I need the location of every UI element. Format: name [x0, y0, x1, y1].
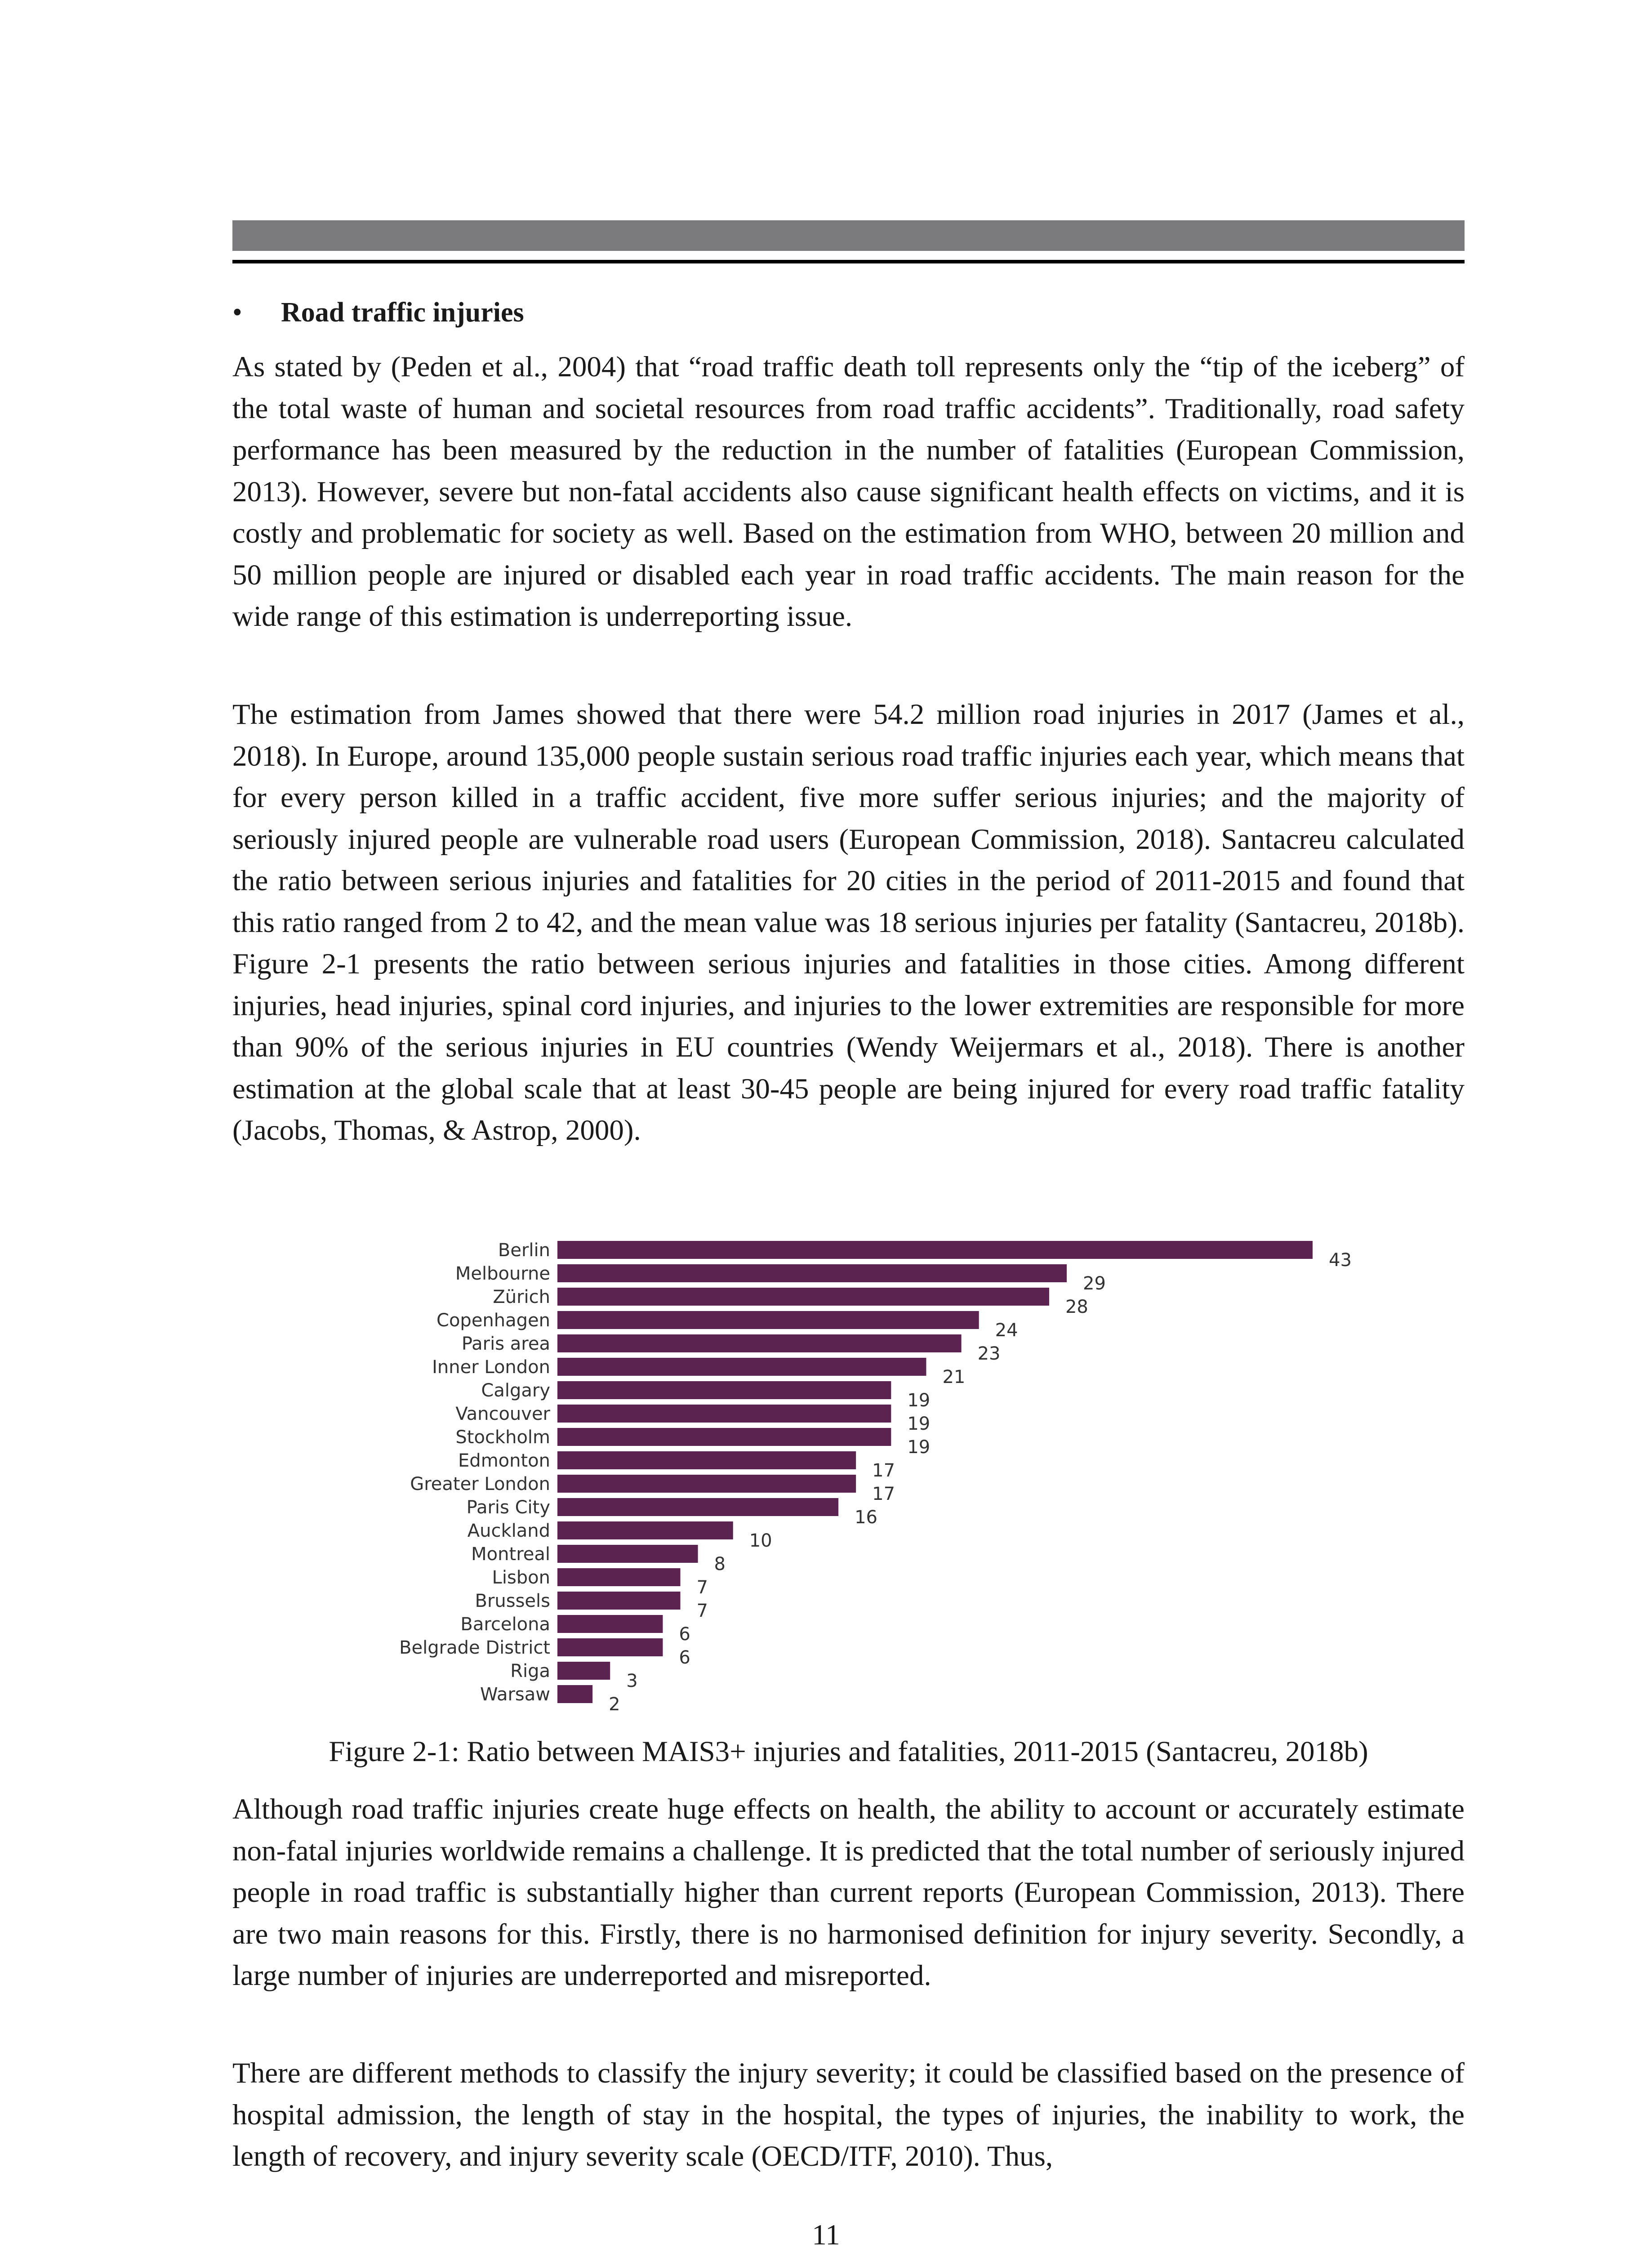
category-label: Inner London	[432, 1357, 550, 1378]
category-label: Edmonton	[458, 1450, 550, 1471]
category-label: Berlin	[498, 1240, 550, 1261]
bar	[557, 1405, 891, 1423]
category-label: Copenhagen	[436, 1310, 550, 1331]
bar	[557, 1638, 663, 1656]
category-label: Barcelona	[460, 1614, 550, 1635]
category-label: Lisbon	[492, 1567, 550, 1588]
bar	[557, 1381, 891, 1399]
category-label: Warsaw	[480, 1684, 550, 1705]
category-label: Paris City	[466, 1497, 550, 1518]
page-number: 11	[812, 2219, 840, 2248]
category-label: Calgary	[481, 1380, 550, 1401]
bar	[557, 1685, 592, 1703]
bar-chart	[351, 1214, 1362, 1715]
bar	[557, 1451, 856, 1469]
bullet-icon: •	[232, 297, 242, 328]
data-label: 23	[977, 1343, 1001, 1364]
category-label: Riga	[510, 1661, 550, 1682]
bar	[557, 1498, 838, 1516]
bar	[557, 1568, 680, 1586]
data-label: 29	[1083, 1273, 1106, 1294]
data-label: 43	[1329, 1250, 1352, 1271]
category-label: Brussels	[475, 1591, 550, 1611]
header-bar	[232, 220, 1465, 251]
data-label: 24	[995, 1320, 1018, 1341]
data-label: 8	[714, 1554, 726, 1574]
data-label: 10	[749, 1530, 772, 1551]
data-label: 21	[942, 1367, 966, 1387]
bar	[557, 1545, 698, 1563]
data-label: 19	[907, 1390, 931, 1411]
bar	[557, 1241, 1313, 1259]
bar	[557, 1264, 1067, 1282]
section-heading	[232, 294, 524, 330]
category-label: Paris area	[461, 1334, 550, 1354]
bar	[557, 1662, 610, 1680]
bar	[557, 1311, 979, 1329]
bar	[557, 1358, 926, 1376]
data-label: 19	[907, 1437, 931, 1458]
header-rule	[232, 260, 1465, 263]
paragraph-4: There are different methods to classify the injury severity; it could be classified based on the presence of hospital admission, the length of stay in the hospital, the types of injuries, the inability to work, the length of recovery, and injury severity scale (OECD/ITF, 2010). Thus,	[232, 2057, 1465, 2172]
category-label: Vancouver	[455, 1404, 550, 1424]
section-heading-text: Road traffic injuries	[281, 297, 524, 328]
data-label: 3	[626, 1671, 638, 1691]
bar	[557, 1592, 680, 1610]
bar	[557, 1288, 1049, 1306]
paragraph-2: The estimation from James showed that there were 54.2 million road injuries in 2017 (James et al., 2018). In Europe, around 135,000 people sustain serious road traffic injuries each year, which means that for every person killed in a traffic accident, five more suffer serious injuries; and the majority of seriously injured people are vulnerable road users (European Commission, 2018). Santacreu calculated the ratio between serious injuries and fatalities for 20 cities in the period of 2011-2015 and found that this ratio ranged from 2 to 42, and the mean value was 18 serious injuries per fatality (Santacreu, 2018b). Figure 2-1 presents the ratio between serious injuries and fatalities in those cities. Among different injuries, head injuries, spinal cord injuries, and injuries to the lower extremities are responsible for more than 90% of the serious injuries in EU countries (Wendy Weijermars et al., 2018). There is another estimation at the global scale that at least 30-45 people are being injured for every road traffic fatality (Jacobs, Thomas, & Astrop, 2000).	[232, 698, 1465, 1146]
data-label: 17	[872, 1484, 895, 1504]
paragraph-1: As stated by (Peden et al., 2004) that “road traffic death toll represents only the “tip of the iceberg” of the total waste of human and societal resources from road traffic accidents”. Traditionally, road safety performance has been measured by the reduction in the number of fatalities (European Commission, 2013). However, severe but non-fatal accidents also cause significant health effects on victims, and it is costly and problematic for society as well. Based on the estimation from WHO, between 20 million and 50 million people are injured or disabled each year in road traffic accidents. The main reason for the wide range of this estimation is underreporting issue.	[232, 351, 1465, 633]
category-label: Stockholm	[455, 1427, 550, 1448]
category-label: Zürich	[493, 1287, 550, 1307]
category-label: Greater London	[410, 1474, 550, 1494]
figure-caption: Figure 2-1: Ratio between MAIS3+ injuries and fatalities, 2011-2015 (Santacreu, 2018b)	[329, 1735, 1368, 1768]
category-label: Belgrade District	[399, 1637, 550, 1658]
bar	[557, 1428, 891, 1446]
bar	[557, 1475, 856, 1493]
data-label: 28	[1065, 1297, 1088, 1317]
category-label: Auckland	[467, 1521, 550, 1541]
data-label: 16	[855, 1507, 878, 1528]
data-label: 17	[872, 1460, 895, 1481]
data-label: 19	[907, 1414, 931, 1434]
category-label: Melbourne	[455, 1263, 550, 1284]
bar	[557, 1521, 733, 1539]
data-label: 2	[609, 1694, 620, 1715]
data-label: 6	[679, 1624, 690, 1645]
data-label: 7	[696, 1601, 708, 1621]
paragraph-3: Although road traffic injuries create huge effects on health, the ability to account or accurately estimate non-fatal injuries worldwide remains a challenge. It is predicted that the total number of seriously injured people in road traffic is substantially higher than current reports (European Commission, 2013). There are two main reasons for this. Firstly, there is no harmonised definition for injury severity. Secondly, a large number of injuries are underreported and misreported.	[232, 1793, 1465, 1992]
bar	[557, 1334, 962, 1352]
data-label: 6	[679, 1647, 690, 1668]
bar	[557, 1615, 663, 1633]
data-label: 7	[696, 1577, 708, 1598]
category-label: Montreal	[471, 1544, 550, 1565]
